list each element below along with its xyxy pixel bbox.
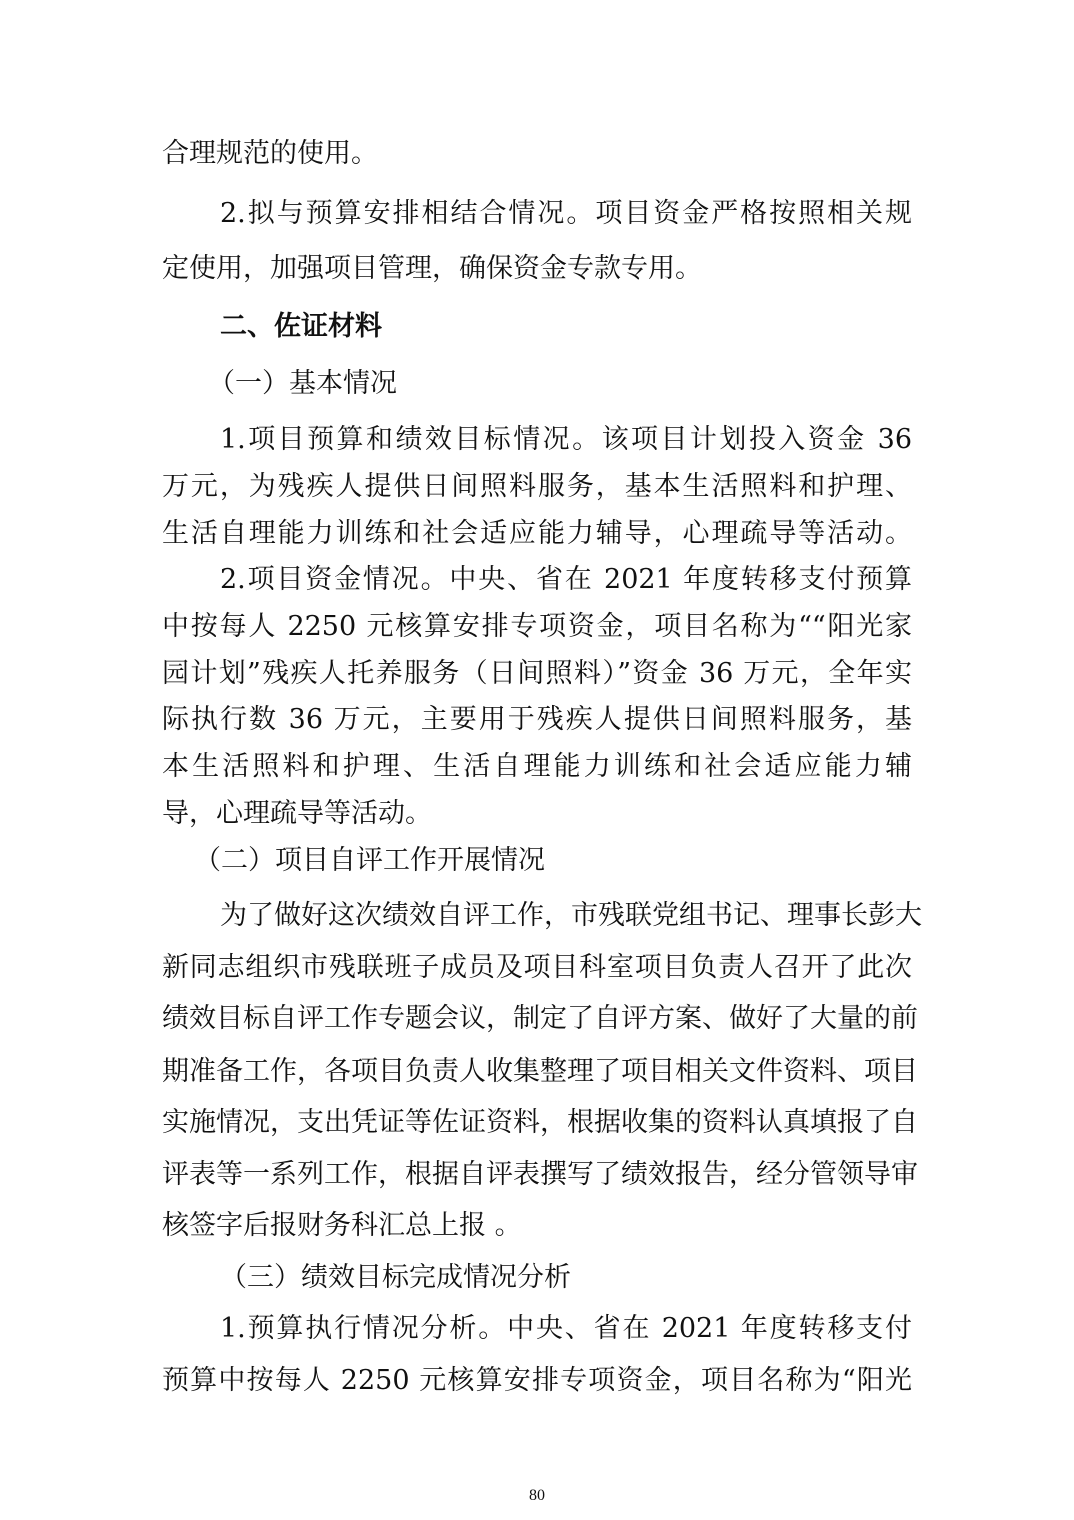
subsection-heading: （三）绩效目标完成情况分析 — [220, 1262, 571, 1293]
text-line: 绩效目标自评工作专题会议，制定了自评方案、做好了大量的前 — [162, 1003, 918, 1034]
text-line: 实施情况，支出凭证等佐证资料，根据收集的资料认真填报了自 — [162, 1107, 918, 1138]
text-line: 定使用，加强项目管理，确保资金专款专用。 — [162, 253, 702, 284]
text-line: 2.项目资金情况。中央、省在 2021 年度转移支付预算 — [220, 564, 912, 595]
text-line: 导，心理疏导等活动。 — [162, 798, 432, 829]
text-line: 际执行数 36 万元，主要用于残疾人提供日间照料服务，基 — [162, 704, 912, 735]
text-line: 2.拟与预算安排相结合情况。项目资金严格按照相关规 — [220, 198, 912, 229]
text-line: 本生活照料和护理、生活自理能力训练和社会适应能力辅 — [162, 751, 912, 782]
text-line: 期准备工作，各项目负责人收集整理了项目相关文件资料、项目 — [162, 1056, 918, 1087]
text-line: 预算中按每人 2250 元核算安排专项资金，项目名称为“阳光 — [162, 1365, 912, 1396]
text-line: 为了做好这次绩效自评工作，市残联党组书记、理事长彭大 — [220, 900, 922, 931]
text-line: 核签字后报财务科汇总上报 。 — [162, 1210, 522, 1241]
text-line: 万元，为残疾人提供日间照料服务，基本生活照料和护理、 — [162, 471, 912, 502]
text-line: 中按每人 2250 元核算安排专项资金，项目名称为““阳光家 — [162, 611, 912, 642]
text-line: 新同志组织市残联班子成员及项目科室项目负责人召开了此次 — [162, 952, 912, 983]
subsection-heading: （一）基本情况 — [208, 368, 397, 399]
text-line: 1.预算执行情况分析。中央、省在 2021 年度转移支付 — [220, 1313, 912, 1344]
section-heading: 二、佐证材料 — [220, 311, 382, 342]
text-line: 合理规范的使用。 — [162, 138, 378, 169]
text-line: 1.项目预算和绩效目标情况。该项目计划投入资金 36 — [220, 424, 912, 455]
text-line: 评表等一系列工作，根据自评表撰写了绩效报告，经分管领导审 — [162, 1159, 918, 1190]
text-line: 园计划”残疾人托养服务（日间照料）”资金 36 万元，全年实 — [162, 658, 912, 689]
page-number: 80 — [529, 1487, 545, 1504]
text-line: 生活自理能力训练和社会适应能力辅导，心理疏导等活动。 — [162, 518, 912, 549]
subsection-heading: （二）项目自评工作开展情况 — [194, 845, 545, 876]
